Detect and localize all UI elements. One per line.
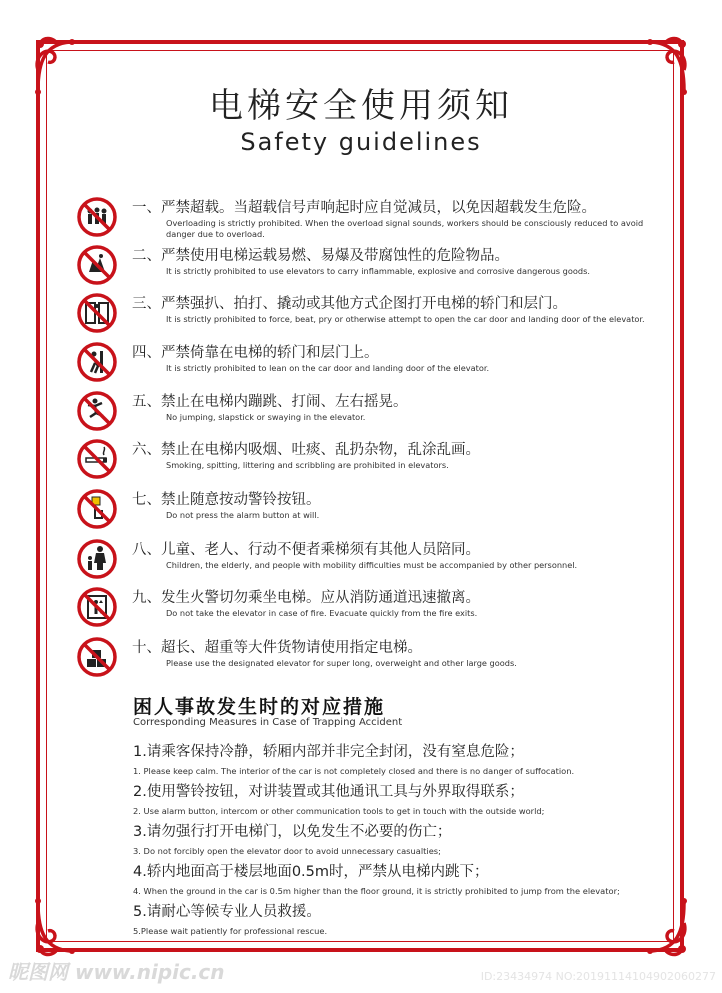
- rule-item: [76, 196, 656, 240]
- measure-text-en: 1. Please keep calm. The interior of the car is not completely closed and there is no danger of suffocation.: [133, 766, 575, 776]
- page-subtitle: Safety guidelines: [240, 128, 482, 156]
- rule-text-en: Smoking, spitting, littering and scribbling are prohibited in elevators.: [166, 460, 449, 470]
- measure-item: [133, 900, 653, 936]
- rule-text-cn: 十、超长、超重等大件货物请使用指定电梯。: [132, 640, 422, 656]
- measure-text-cn: 3.请勿强行打开电梯门，以免发生不必要的伤亡；: [133, 824, 452, 840]
- rule-text-en: Overloading is strictly prohibited. When the overload signal sounds, workers should be consciously reduced to avoid danger due to overload.: [166, 218, 644, 239]
- rule-text-cn: 二、严禁使用电梯运载易燃、易爆及带腐蚀性的危险物品。: [132, 248, 509, 264]
- no-jumping-icon: [76, 390, 118, 432]
- rule-text-cn: 五、禁止在电梯内蹦跳、打闹、左右摇晃。: [132, 394, 408, 410]
- accompany-children-icon: [76, 538, 118, 580]
- measure-item: [133, 860, 653, 896]
- rule-text-cn: 七、禁止随意按动警铃按钮。: [132, 492, 321, 508]
- rule-text-en: Please use the designated elevator for super long, overweight and other large goods.: [166, 658, 517, 668]
- rule-text-en: It is strictly prohibited to force, beat, pry or otherwise attempt to open the car door and landing door of the elevator.: [166, 314, 645, 324]
- rule-text-cn: 六、禁止在电梯内吸烟、吐痰、乱扔杂物，乱涂乱画。: [132, 442, 480, 458]
- rule-item: [76, 488, 656, 532]
- section-title: 困人事故发生时的对应措施: [133, 696, 386, 718]
- no-forcing-door-icon: [76, 292, 118, 334]
- rule-text-en: No jumping, slapstick or swaying in the elevator.: [166, 412, 366, 422]
- measure-text-cn: 2.使用警铃按钮，对讲装置或其他通讯工具与外界取得联系；: [133, 784, 524, 800]
- measure-text-en: 4. When the ground in the car is 0.5m higher than the floor ground, it is strictly prohibited to jump from the elevator;: [133, 886, 620, 896]
- rule-text-en: Do not press the alarm button at will.: [166, 510, 320, 520]
- rule-text-en: It is strictly prohibited to use elevators to carry inflammable, explosive and corrosive dangerous goods.: [166, 266, 590, 276]
- no-leaning-icon: [76, 341, 118, 383]
- measure-item: [133, 740, 653, 776]
- rule-text-en: It is strictly prohibited to lean on the car door and landing door of the elevator.: [166, 363, 490, 373]
- section-subtitle: Corresponding Measures in Case of Trapping Accident: [133, 717, 403, 728]
- measure-item: [133, 820, 653, 856]
- rule-text-cn: 四、严禁倚靠在电梯的轿门和层门上。: [132, 345, 379, 361]
- measure-text-en: 2. Use alarm button, intercom or other communication tools to get in touch with the outside world;: [133, 806, 545, 816]
- no-smoking-icon: [76, 438, 118, 480]
- no-flammables-icon: [76, 244, 118, 286]
- rule-item: [76, 292, 656, 336]
- rule-text-en: Do not take the elevator in case of fire. Evacuate quickly from the fire exits.: [166, 608, 478, 618]
- measure-text-cn: 5.请耐心等候专业人员救援。: [133, 904, 321, 920]
- rule-item: [76, 538, 656, 582]
- no-alarm-press-icon: [76, 488, 118, 530]
- corner-ornament-icon: [26, 893, 96, 963]
- page-title: 电梯安全使用须知: [209, 86, 513, 126]
- rule-text-en: Children, the elderly, and people with mobility difficulties must be accompanied by other personnel.: [166, 560, 578, 570]
- no-large-goods-icon: [76, 636, 118, 678]
- rule-item: [76, 390, 656, 434]
- measure-text-en: 3. Do not forcibly open the elevator door to avoid unnecessary casualties;: [133, 846, 441, 856]
- measure-item: [133, 780, 653, 816]
- rule-item: [76, 341, 656, 385]
- rule-item: [76, 586, 656, 630]
- rule-item: [76, 244, 656, 288]
- measure-text-cn: 1.请乘客保持冷静，轿厢内部并非完全封闭，没有窒息危险；: [133, 744, 524, 760]
- rule-item: [76, 438, 656, 482]
- watermark-logo: 昵图网 www.nipic.cn: [8, 960, 225, 984]
- no-elevator-fire-icon: [76, 586, 118, 628]
- rule-item: [76, 636, 656, 680]
- watermark-id: ID:23434974 NO:20191114104902060277: [480, 970, 716, 983]
- no-overload-icon: [76, 196, 118, 238]
- rule-text-cn: 八、儿童、老人、行动不便者乘梯须有其他人员陪同。: [132, 542, 480, 558]
- rule-text-cn: 九、发生火警切勿乘坐电梯。应从消防通道迅速撤离。: [132, 590, 480, 606]
- measure-text-en: 5.Please wait patiently for professional rescue.: [133, 926, 328, 936]
- rule-text-cn: 三、严禁强扒、拍打、撬动或其他方式企图打开电梯的轿门和层门。: [132, 296, 567, 312]
- measure-text-cn: 4.轿内地面高于楼层地面0.5m时，严禁从电梯内跳下；: [133, 864, 489, 880]
- rule-text-cn: 一、严禁超载。当超载信号声响起时应自觉减员，以免因超载发生危险。: [132, 200, 596, 216]
